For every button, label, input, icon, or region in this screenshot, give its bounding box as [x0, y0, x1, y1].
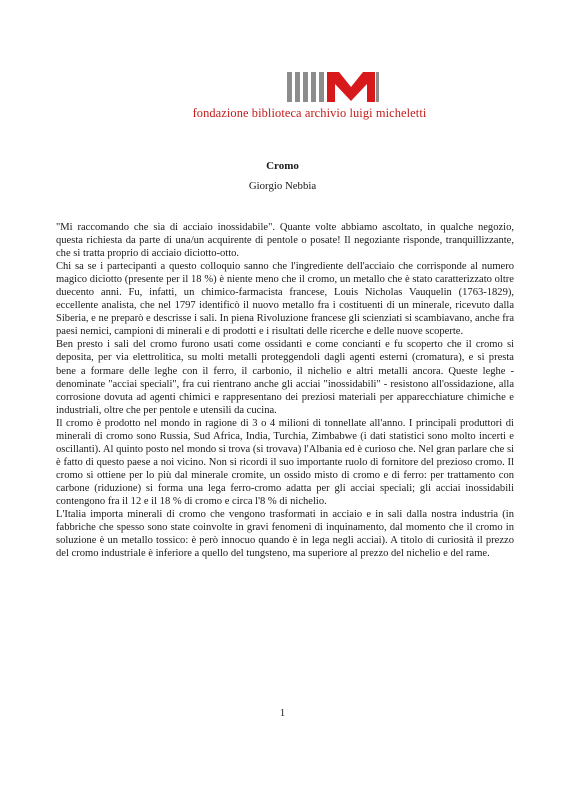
- foundation-name-text: fondazione biblioteca archivio luigi micheletti: [192, 106, 427, 120]
- article-title: Cromo: [266, 160, 299, 172]
- foundation-name: [0, 106, 565, 121]
- paragraph: Il cromo è prodotto nel mondo in ragione di 3 o 4 milioni di tonnellate all'anno. I principali produttori di minerali di cromo sono Russia, Sud Africa, India, Turchia, Zimbabwe (i dati statistici sono molto incerti e oscillanti). Al quinto posto nel mondo si trova (si trovava) l'Albania ed è curioso che. Nel gran parlare che si è fatto di questo paese a noi vicino. Non si ricordi il suo importante ruolo di fornitore del prezioso cromo. Il cromo si ottiene per lo più dal minerale cromite, un ossido misto di cromo e di ferro: per trattamento con carbone (riduzione) si forma una lega ferro-cromo adatta per gli acciai speciali; gli acciai inossidabili contengono fra il 12 e il 18 % di cromo e circa l'8 % di nichelio.: [56, 417, 514, 507]
- paragraph: L'Italia importa minerali di cromo che vengono trasformati in acciaio e in sali dalla nostra industria (in fabbriche che spesso sono state coinvolte in gravi fenomeni di inquinamento, dal momento che il cromo in soluzione è un metallo tossico: è però innocuo quando è in lega negli acciai). A titolo di curiosità il prezzo del cromo industriale è inferiore a quello del tungsteno, ma superiore al prezzo del nichelio e del rame.: [56, 509, 514, 560]
- page-number: 1: [279, 708, 286, 719]
- paragraph: "Mi raccomando che sia di acciaio inossidabile". Quante volte abbiamo ascoltato, in qualche negozio, questa richiesta da parte di una/un acquirente di pentole o posate! Il negoziante risponde, tranquillizzante, che si tratta proprio di acciaio diciotto-otto.: [56, 222, 514, 260]
- paragraph: Chi sa se i partecipanti a questo colloquio sanno che l'ingrediente dell'acciaio che corrisponde al numero magico diciotto (presente per il 18 %) è niente meno che il cromo, un metallo che è stato caratterizzato oltre duecento anni. Fu, infatti, un chimico-farmacista francese, Louis Nicholas Vauquelin (1763-1829), eccellente analista, che nel 1797 identificò il nuovo metallo fra i costituenti di un minerale, ricevuto dalla Siberia, e ne preparò e descrisse i sali. In piena Rivoluzione francese gli scienziati si scambiavano, anche fra paesi nemici, campioni di minerali e di prodotti e i risultati delle ricerche e delle nuove scoperte.: [56, 261, 514, 338]
- paragraph: Ben presto i sali del cromo furono usati come ossidanti e come concianti e fu scoperto che il cromo si deposita, per via elettrolitica, su molti metalli proteggendoli dagli agenti esterni (cromatura), e si presta bene a formare delle leghe con il ferro, il carbonio, il nichelio e altri metalli ancora. Queste leghe - denominate "acciai speciali", fra cui rientrano anche gli acciai "inossidabili" - resistono all'ossidazione, alla corrosione dovuta ad agenti chimici e rappresentano dei preziosi materiali per apparecchiature chimiche e industriali, oltre che per pentole e utensili da cucina.: [56, 339, 514, 416]
- logo-gray-bars: [287, 72, 324, 102]
- article-author: Giorgio Nebbia: [248, 180, 317, 192]
- foundation-logo: [287, 72, 379, 102]
- logo-gray-bar-right: [376, 72, 379, 102]
- logo-red-m: [327, 72, 375, 102]
- article-body: [56, 221, 514, 560]
